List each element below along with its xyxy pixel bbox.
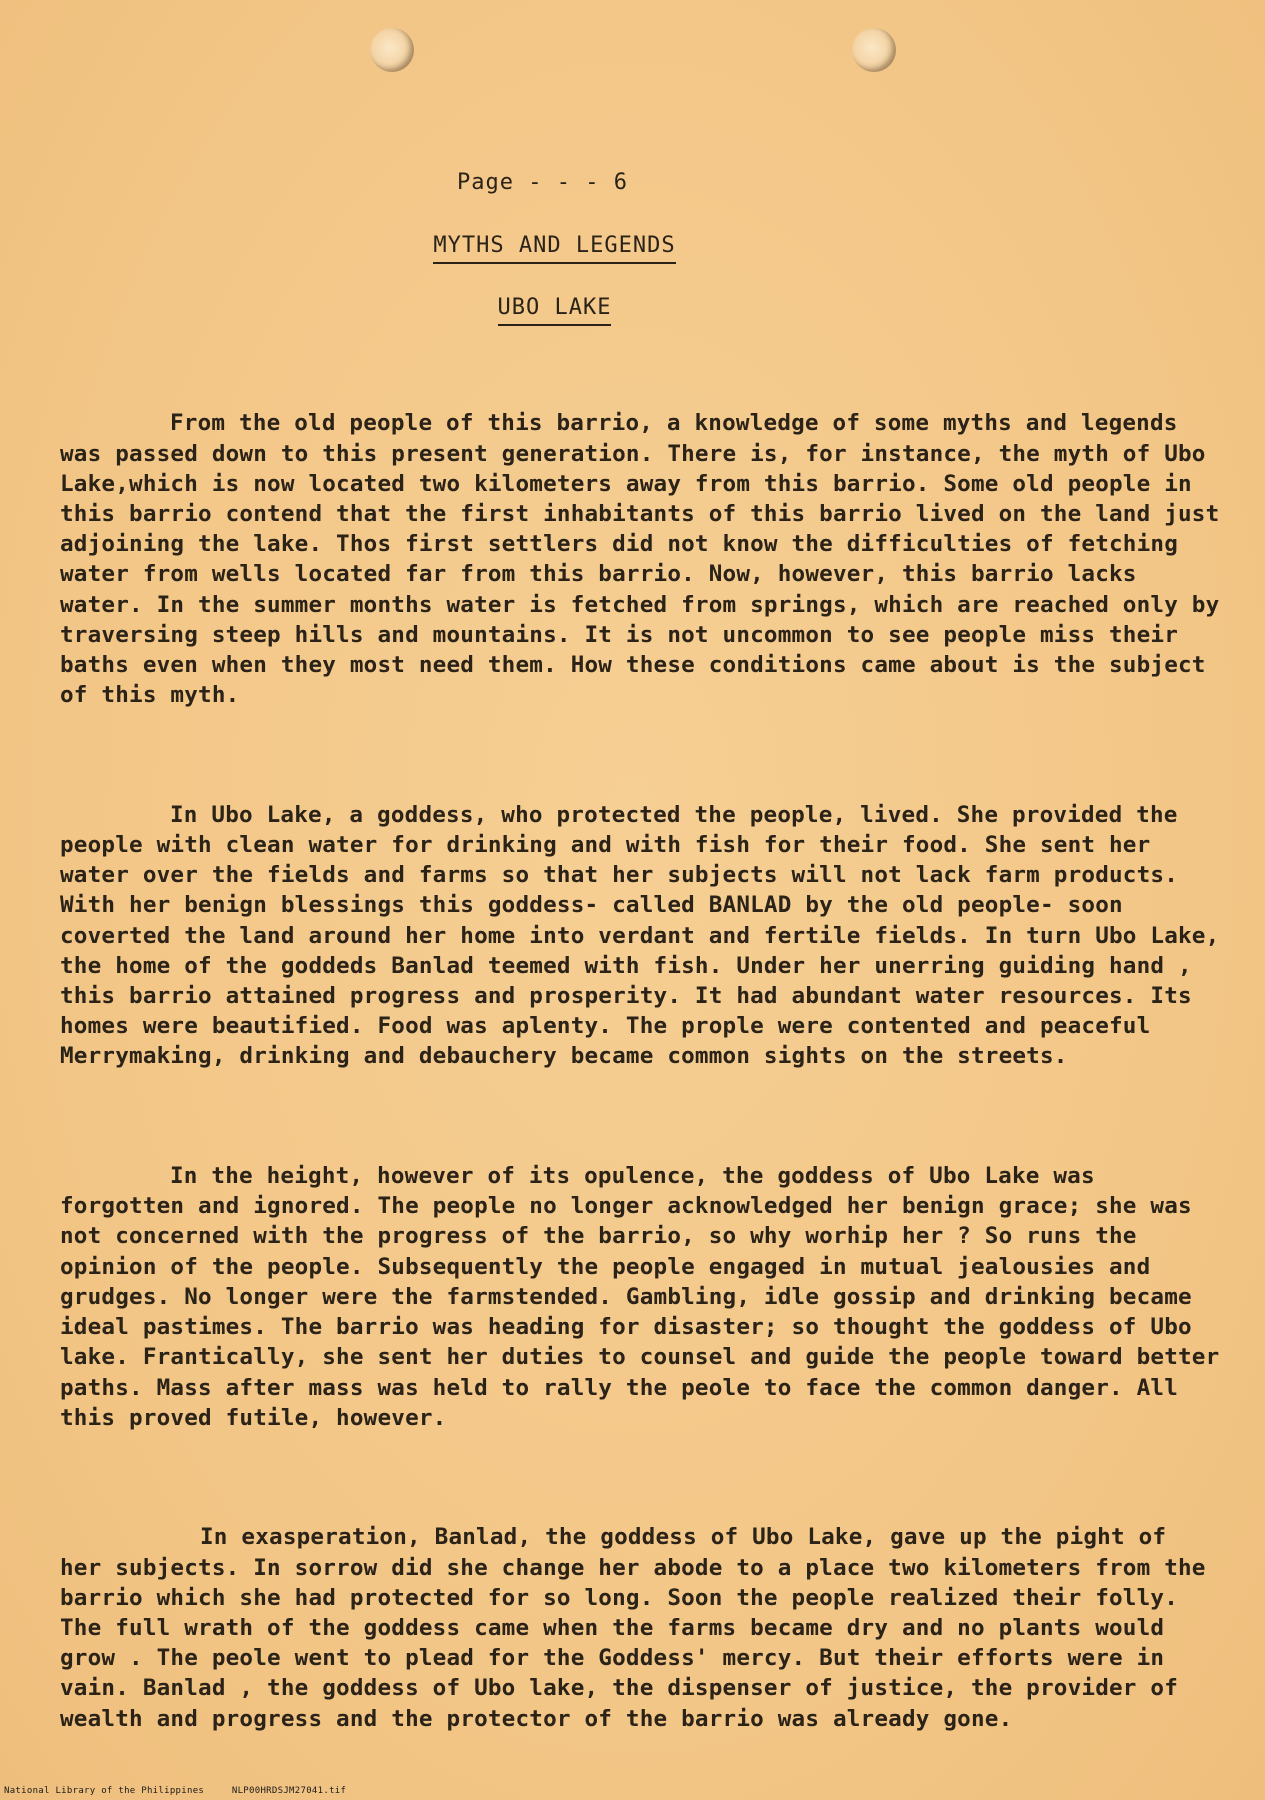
page-number: Page - - - 6	[457, 170, 628, 195]
punch-hole-left	[370, 28, 414, 72]
paragraph-3: In the height, however of its opulence, the goddess of Ubo Lake was forgotten and ignored. The people no longer acknowledged her benign grace; she was not concerned with the progress of the barrio, so why worhip her ? So runs the opinion of the people. Subsequently the people engaged in mutual jealousies and grudges. No longer were the farmstended. Gambling, idle gossip and drinking became ideal pastimes. The barrio was heading for disaster; so thought the goddess of Ubo lake. Frantically, she sent her duties to counsel and guide the people toward better paths. Mass after mass was held to rally the peole to face the common danger. All this proved futile, however.	[60, 1163, 1234, 1431]
body-text	[60, 348, 1234, 1800]
section-title: MYTHS AND LEGENDS	[433, 233, 675, 264]
paragraph-4: In exasperation, Banlad, the goddess of Ubo Lake, gave up the pight of her subjects. In sorrow did she change her abode to a place two kilometers from the barrio which she had protected for so long. Soon the people realized their folly. The full wrath of the goddess came when the farms became dry and no plants would grow . The peole went to plead for the Goddess' mercy. But their efforts were in vain. Banlad , the goddess of Ubo lake, the dispenser of justice, the provider of wealth and progress and the protector of the barrio was already gone.	[60, 1524, 1220, 1732]
footer-library: National Library of the Philippines	[4, 1786, 205, 1796]
punch-hole-right	[852, 28, 896, 72]
footer-file-id: NLP00HRDSJM27041.tif	[231, 1786, 347, 1796]
scan-footer	[4, 1786, 368, 1796]
story-title: UBO LAKE	[498, 295, 612, 326]
paragraph-2: In Ubo Lake, a goddess, who protected the people, lived. She provided the people with clean water for drinking and with fish for their food. She sent her water over the fields and farms so that her subjects will not lack farm products. With her benign blessings this goddess- called BANLAD by the old people- soon coverted the land around her home into verdant and fertile fields. In turn Ubo Lake, the home of the goddeds Banlad teemed with fish. Under her unerring guiding hand , this barrio attained progress and prosperity. It had abundant water resources. Its homes were beautified. Food was aplenty. The prople were contented and peaceful Merrymaking, drinking and debauchery became common sights on the streets.	[60, 801, 1234, 1070]
paragraph-1: From the old people of this barrio, a knowledge of some myths and legends was passed down to this present generation. There is, for instance, the myth of Ubo Lake,which is now located two kilometers away from this barrio. Some old people in this barrio contend that the first inhabitants of this barrio lived on the land just adjoining the lake. Thos first settlers did not know the difficulties of fetching water from wells located far from this barrio. Now, however, this barrio lacks water. In the summer months water is fetched from springs, which are reached only by traversing steep hills and mountains. It is not uncommon to see people miss their baths even when they most need them. How these conditions came about is the subject of this myth.	[60, 410, 1234, 709]
